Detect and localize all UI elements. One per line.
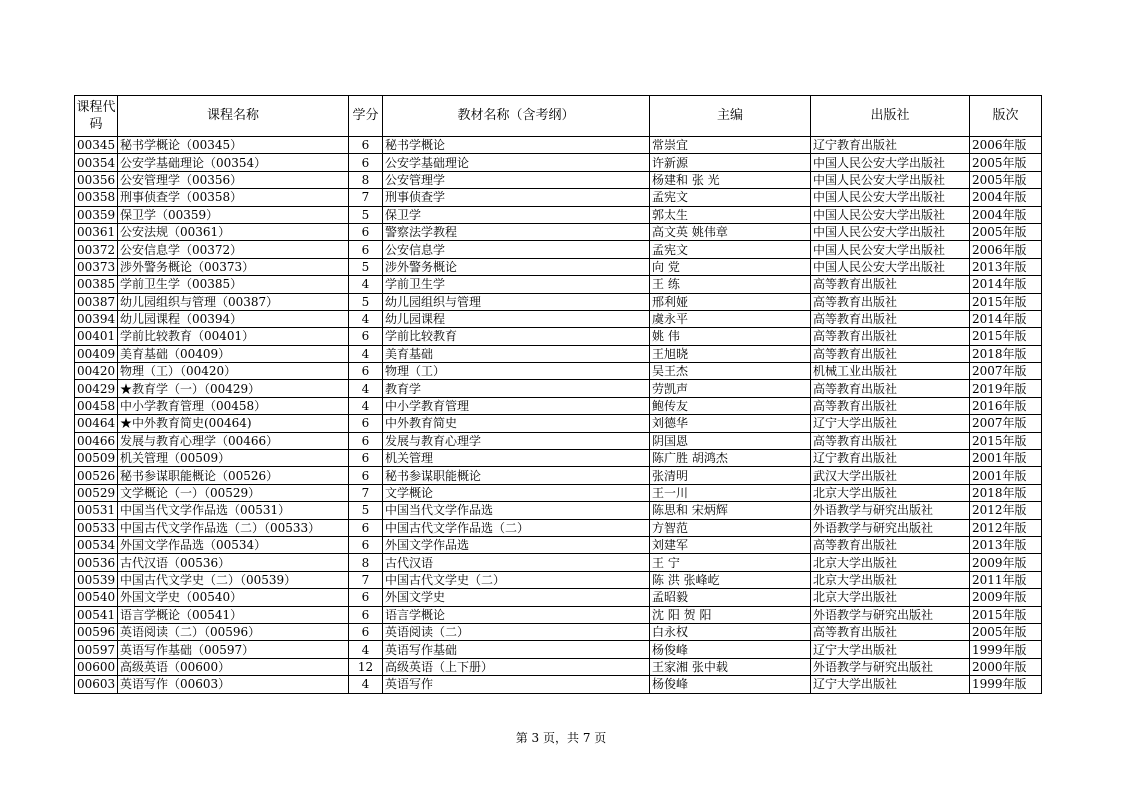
cell-textbook: 语言学概论 [383,606,650,623]
cell-publisher: 外语教学与研究出版社 [811,658,970,675]
cell-editor: 刘建军 [650,536,811,553]
cell-credit: 6 [349,589,383,606]
cell-credit: 4 [349,276,383,293]
cell-editor: 陈思和 宋炳辉 [650,502,811,519]
cell-code: 00603 [75,676,118,693]
cell-textbook: 公安学基础理论 [383,154,650,171]
cell-editor: 杨俊峰 [650,676,811,693]
cell-edition: 2015年版 [970,293,1042,310]
table-row [75,363,1042,380]
cell-code: 00536 [75,554,118,571]
header-row [75,96,1042,137]
cell-code: 00540 [75,589,118,606]
cell-publisher: 中国人民公安大学出版社 [811,206,970,223]
cell-code: 00420 [75,363,118,380]
cell-textbook: 美育基础 [383,345,650,362]
cell-publisher: 北京大学出版社 [811,554,970,571]
cell-credit: 6 [349,328,383,345]
cell-course: 涉外警务概论（00373） [118,258,349,275]
cell-credit: 6 [349,223,383,240]
cell-textbook: 中外教育简史 [383,415,650,432]
cell-editor: 刘德华 [650,415,811,432]
cell-textbook: 外国文学史 [383,589,650,606]
cell-publisher: 外语教学与研究出版社 [811,502,970,519]
cell-textbook: 幼儿园组织与管理 [383,293,650,310]
header-credit: 学分 [349,96,383,137]
cell-editor: 姚 伟 [650,328,811,345]
cell-credit: 6 [349,450,383,467]
cell-code: 00596 [75,623,118,640]
cell-course: 机关管理（00509） [118,450,349,467]
cell-editor: 许新源 [650,154,811,171]
cell-textbook: 外国文学作品选 [383,536,650,553]
cell-edition: 2001年版 [970,450,1042,467]
cell-textbook: 中国当代文学作品选 [383,502,650,519]
cell-code: 00509 [75,450,118,467]
cell-code: 00356 [75,171,118,188]
cell-credit: 4 [349,676,383,693]
table-row [75,293,1042,310]
cell-textbook: 中国古代文学史（二） [383,571,650,588]
header-code: 课程代码 [75,96,118,137]
cell-publisher: 北京大学出版社 [811,589,970,606]
cell-publisher: 外语教学与研究出版社 [811,606,970,623]
cell-edition: 2016年版 [970,397,1042,414]
cell-edition: 2005年版 [970,223,1042,240]
cell-publisher: 高等教育出版社 [811,432,970,449]
cell-edition: 2007年版 [970,415,1042,432]
cell-code: 00394 [75,310,118,327]
header-editor: 主编 [650,96,811,137]
cell-editor: 郭太生 [650,206,811,223]
table-row [75,276,1042,293]
cell-editor: 白永权 [650,623,811,640]
cell-code: 00401 [75,328,118,345]
cell-code: 00531 [75,502,118,519]
cell-textbook: 英语阅读（二） [383,623,650,640]
cell-edition: 2015年版 [970,328,1042,345]
cell-course: 中国古代文学史（二）（00539） [118,571,349,588]
cell-credit: 5 [349,258,383,275]
cell-course: 公安管理学（00356） [118,171,349,188]
cell-publisher: 辽宁大学出版社 [811,415,970,432]
cell-textbook: 涉外警务概论 [383,258,650,275]
cell-course: 外国文学作品选（00534） [118,536,349,553]
cell-textbook: 英语写作基础 [383,641,650,658]
cell-credit: 6 [349,606,383,623]
table-row [75,676,1042,693]
cell-publisher: 中国人民公安大学出版社 [811,154,970,171]
cell-publisher: 辽宁教育出版社 [811,137,970,154]
cell-credit: 7 [349,189,383,206]
cell-edition: 2004年版 [970,189,1042,206]
table-row [75,415,1042,432]
cell-publisher: 高等教育出版社 [811,310,970,327]
table-row [75,189,1042,206]
cell-course: 语言学概论（00541） [118,606,349,623]
cell-editor: 阴国恩 [650,432,811,449]
cell-editor: 杨俊峰 [650,641,811,658]
cell-course: 古代汉语（00536） [118,554,349,571]
cell-publisher: 辽宁大学出版社 [811,676,970,693]
table-row [75,589,1042,606]
cell-code: 00345 [75,137,118,154]
cell-publisher: 高等教育出版社 [811,397,970,414]
cell-code: 00534 [75,536,118,553]
cell-credit: 4 [349,641,383,658]
cell-code: 00600 [75,658,118,675]
cell-course: 中国当代文学作品选（00531） [118,502,349,519]
cell-course: 英语写作（00603） [118,676,349,693]
cell-edition: 2011年版 [970,571,1042,588]
cell-textbook: 公安信息学 [383,241,650,258]
cell-editor: 常崇宜 [650,137,811,154]
page-number: 第 3 页，共 7 页 [515,731,607,745]
cell-edition: 2012年版 [970,502,1042,519]
cell-edition: 2018年版 [970,345,1042,362]
table-row [75,623,1042,640]
cell-edition: 2000年版 [970,658,1042,675]
cell-textbook: 公安管理学 [383,171,650,188]
cell-edition: 2005年版 [970,623,1042,640]
cell-textbook: 刑事侦查学 [383,189,650,206]
cell-credit: 12 [349,658,383,675]
cell-credit: 8 [349,171,383,188]
cell-textbook: 警察法学教程 [383,223,650,240]
cell-course: 刑事侦查学（00358） [118,189,349,206]
cell-edition: 2015年版 [970,606,1042,623]
cell-publisher: 北京大学出版社 [811,484,970,501]
table-row [75,450,1042,467]
table-row [75,536,1042,553]
cell-edition: 1999年版 [970,676,1042,693]
cell-course: 保卫学（00359） [118,206,349,223]
cell-credit: 4 [349,345,383,362]
cell-code: 00464 [75,415,118,432]
cell-editor: 孟宪文 [650,241,811,258]
cell-editor: 孟昭毅 [650,589,811,606]
cell-textbook: 高级英语（上下册） [383,658,650,675]
cell-editor: 虞永平 [650,310,811,327]
cell-publisher: 高等教育出版社 [811,276,970,293]
cell-course: 英语写作基础（00597） [118,641,349,658]
cell-editor: 王 练 [650,276,811,293]
cell-publisher: 外语教学与研究出版社 [811,519,970,536]
cell-code: 00358 [75,189,118,206]
cell-textbook: 英语写作 [383,676,650,693]
cell-credit: 5 [349,293,383,310]
cell-textbook: 文学概论 [383,484,650,501]
cell-textbook: 机关管理 [383,450,650,467]
cell-code: 00526 [75,467,118,484]
cell-course: 幼儿园课程（00394） [118,310,349,327]
cell-publisher: 高等教育出版社 [811,623,970,640]
cell-credit: 5 [349,206,383,223]
cell-publisher: 辽宁教育出版社 [811,450,970,467]
cell-edition: 2007年版 [970,363,1042,380]
cell-course: 中小学教育管理（00458） [118,397,349,414]
cell-credit: 4 [349,397,383,414]
cell-publisher: 高等教育出版社 [811,536,970,553]
cell-code: 00372 [75,241,118,258]
cell-credit: 6 [349,536,383,553]
cell-code: 00387 [75,293,118,310]
cell-textbook: 学前卫生学 [383,276,650,293]
cell-editor: 邢利娅 [650,293,811,310]
cell-credit: 7 [349,484,383,501]
cell-publisher: 中国人民公安大学出版社 [811,171,970,188]
cell-credit: 7 [349,571,383,588]
cell-editor: 高文英 姚伟章 [650,223,811,240]
cell-publisher: 中国人民公安大学出版社 [811,241,970,258]
cell-course: 英语阅读（二）（00596） [118,623,349,640]
table-row [75,137,1042,154]
table-row [75,658,1042,675]
cell-editor: 张清明 [650,467,811,484]
cell-credit: 6 [349,519,383,536]
cell-code: 00361 [75,223,118,240]
cell-course: 公安学基础理论（00354） [118,154,349,171]
table-row [75,206,1042,223]
cell-editor: 方智范 [650,519,811,536]
cell-editor: 陈广胜 胡鸿杰 [650,450,811,467]
cell-credit: 6 [349,432,383,449]
cell-textbook: 保卫学 [383,206,650,223]
cell-credit: 8 [349,554,383,571]
cell-textbook: 古代汉语 [383,554,650,571]
cell-code: 00529 [75,484,118,501]
cell-editor: 向 党 [650,258,811,275]
cell-textbook: 教育学 [383,380,650,397]
cell-publisher: 武汉大学出版社 [811,467,970,484]
cell-edition: 2009年版 [970,589,1042,606]
cell-course: 高级英语（00600） [118,658,349,675]
cell-textbook: 中国古代文学作品选（二） [383,519,650,536]
table-row [75,345,1042,362]
cell-edition: 2018年版 [970,484,1042,501]
cell-credit: 6 [349,623,383,640]
cell-publisher: 高等教育出版社 [811,380,970,397]
table-row [75,502,1042,519]
cell-course: ★中外教育简史(00464) [118,415,349,432]
table-row [75,571,1042,588]
cell-credit: 4 [349,380,383,397]
cell-credit: 6 [349,154,383,171]
cell-code: 00354 [75,154,118,171]
cell-edition: 2001年版 [970,467,1042,484]
cell-course: 文学概论（一）（00529） [118,484,349,501]
cell-textbook: 发展与教育心理学 [383,432,650,449]
cell-code: 00409 [75,345,118,362]
cell-editor: 王 宁 [650,554,811,571]
cell-publisher: 中国人民公安大学出版社 [811,189,970,206]
cell-credit: 6 [349,363,383,380]
table-row [75,467,1042,484]
cell-publisher: 辽宁大学出版社 [811,641,970,658]
cell-course: 发展与教育心理学（00466） [118,432,349,449]
cell-textbook: 秘书参谋职能概论 [383,467,650,484]
cell-publisher: 中国人民公安大学出版社 [811,258,970,275]
table-row [75,328,1042,345]
cell-code: 00539 [75,571,118,588]
table-row [75,554,1042,571]
cell-edition: 2019年版 [970,380,1042,397]
cell-code: 00541 [75,606,118,623]
cell-course: 物理（工）（00420） [118,363,349,380]
table-row [75,397,1042,414]
cell-edition: 2004年版 [970,206,1042,223]
cell-code: 00533 [75,519,118,536]
cell-publisher: 高等教育出版社 [811,328,970,345]
header-course: 课程名称 [118,96,349,137]
cell-edition: 2012年版 [970,519,1042,536]
cell-publisher: 高等教育出版社 [811,293,970,310]
cell-editor: 陈 洪 张峰屹 [650,571,811,588]
cell-editor: 沈 阳 贺 阳 [650,606,811,623]
cell-credit: 6 [349,241,383,258]
cell-textbook: 物理（工） [383,363,650,380]
cell-editor: 杨建和 张 光 [650,171,811,188]
cell-code: 00458 [75,397,118,414]
cell-editor: 孟宪文 [650,189,811,206]
table-row [75,484,1042,501]
table-row [75,171,1042,188]
header-edition: 版次 [970,96,1042,137]
cell-credit: 5 [349,502,383,519]
cell-credit: 6 [349,137,383,154]
table-row [75,641,1042,658]
cell-textbook: 学前比较教育 [383,328,650,345]
cell-course: 秘书学概论（00345） [118,137,349,154]
cell-course: 公安法规（00361） [118,223,349,240]
cell-code: 00373 [75,258,118,275]
cell-credit: 6 [349,415,383,432]
cell-edition: 2009年版 [970,554,1042,571]
cell-editor: 王一川 [650,484,811,501]
header-publisher: 出版社 [811,96,970,137]
cell-edition: 1999年版 [970,641,1042,658]
cell-publisher: 北京大学出版社 [811,571,970,588]
cell-code: 00597 [75,641,118,658]
table-row [75,519,1042,536]
cell-publisher: 高等教育出版社 [811,345,970,362]
header-textbook: 教材名称（含考纲） [383,96,650,137]
cell-course: ★教育学（一）（00429） [118,380,349,397]
table-body [75,137,1042,694]
cell-code: 00359 [75,206,118,223]
cell-course: 美育基础（00409） [118,345,349,362]
cell-course: 中国古代文学作品选（二）（00533） [118,519,349,536]
cell-editor: 吴王杰 [650,363,811,380]
table-row [75,432,1042,449]
cell-credit: 6 [349,467,383,484]
cell-course: 外国文学史（00540） [118,589,349,606]
table-row [75,606,1042,623]
cell-edition: 2006年版 [970,137,1042,154]
table-row [75,223,1042,240]
cell-textbook: 幼儿园课程 [383,310,650,327]
cell-edition: 2013年版 [970,536,1042,553]
table-row [75,380,1042,397]
cell-course: 秘书参谋职能概论（00526） [118,467,349,484]
table-row [75,258,1042,275]
cell-course: 学前比较教育（00401） [118,328,349,345]
table-row [75,310,1042,327]
course-textbook-table [74,95,1042,694]
cell-code: 00429 [75,380,118,397]
cell-code: 00385 [75,276,118,293]
cell-credit: 4 [349,310,383,327]
cell-course: 学前卫生学（00385） [118,276,349,293]
cell-editor: 王旭晓 [650,345,811,362]
cell-course: 公安信息学（00372） [118,241,349,258]
cell-edition: 2005年版 [970,154,1042,171]
cell-course: 幼儿园组织与管理（00387） [118,293,349,310]
cell-edition: 2005年版 [970,171,1042,188]
table-row [75,154,1042,171]
cell-publisher: 中国人民公安大学出版社 [811,223,970,240]
cell-textbook: 中小学教育管理 [383,397,650,414]
cell-code: 00466 [75,432,118,449]
cell-edition: 2013年版 [970,258,1042,275]
cell-publisher: 机械工业出版社 [811,363,970,380]
cell-edition: 2015年版 [970,432,1042,449]
cell-edition: 2006年版 [970,241,1042,258]
table-row [75,241,1042,258]
cell-edition: 2014年版 [970,310,1042,327]
cell-textbook: 秘书学概论 [383,137,650,154]
cell-editor: 劳凯声 [650,380,811,397]
cell-edition: 2014年版 [970,276,1042,293]
cell-editor: 鲍传友 [650,397,811,414]
cell-editor: 王家湘 张中载 [650,658,811,675]
